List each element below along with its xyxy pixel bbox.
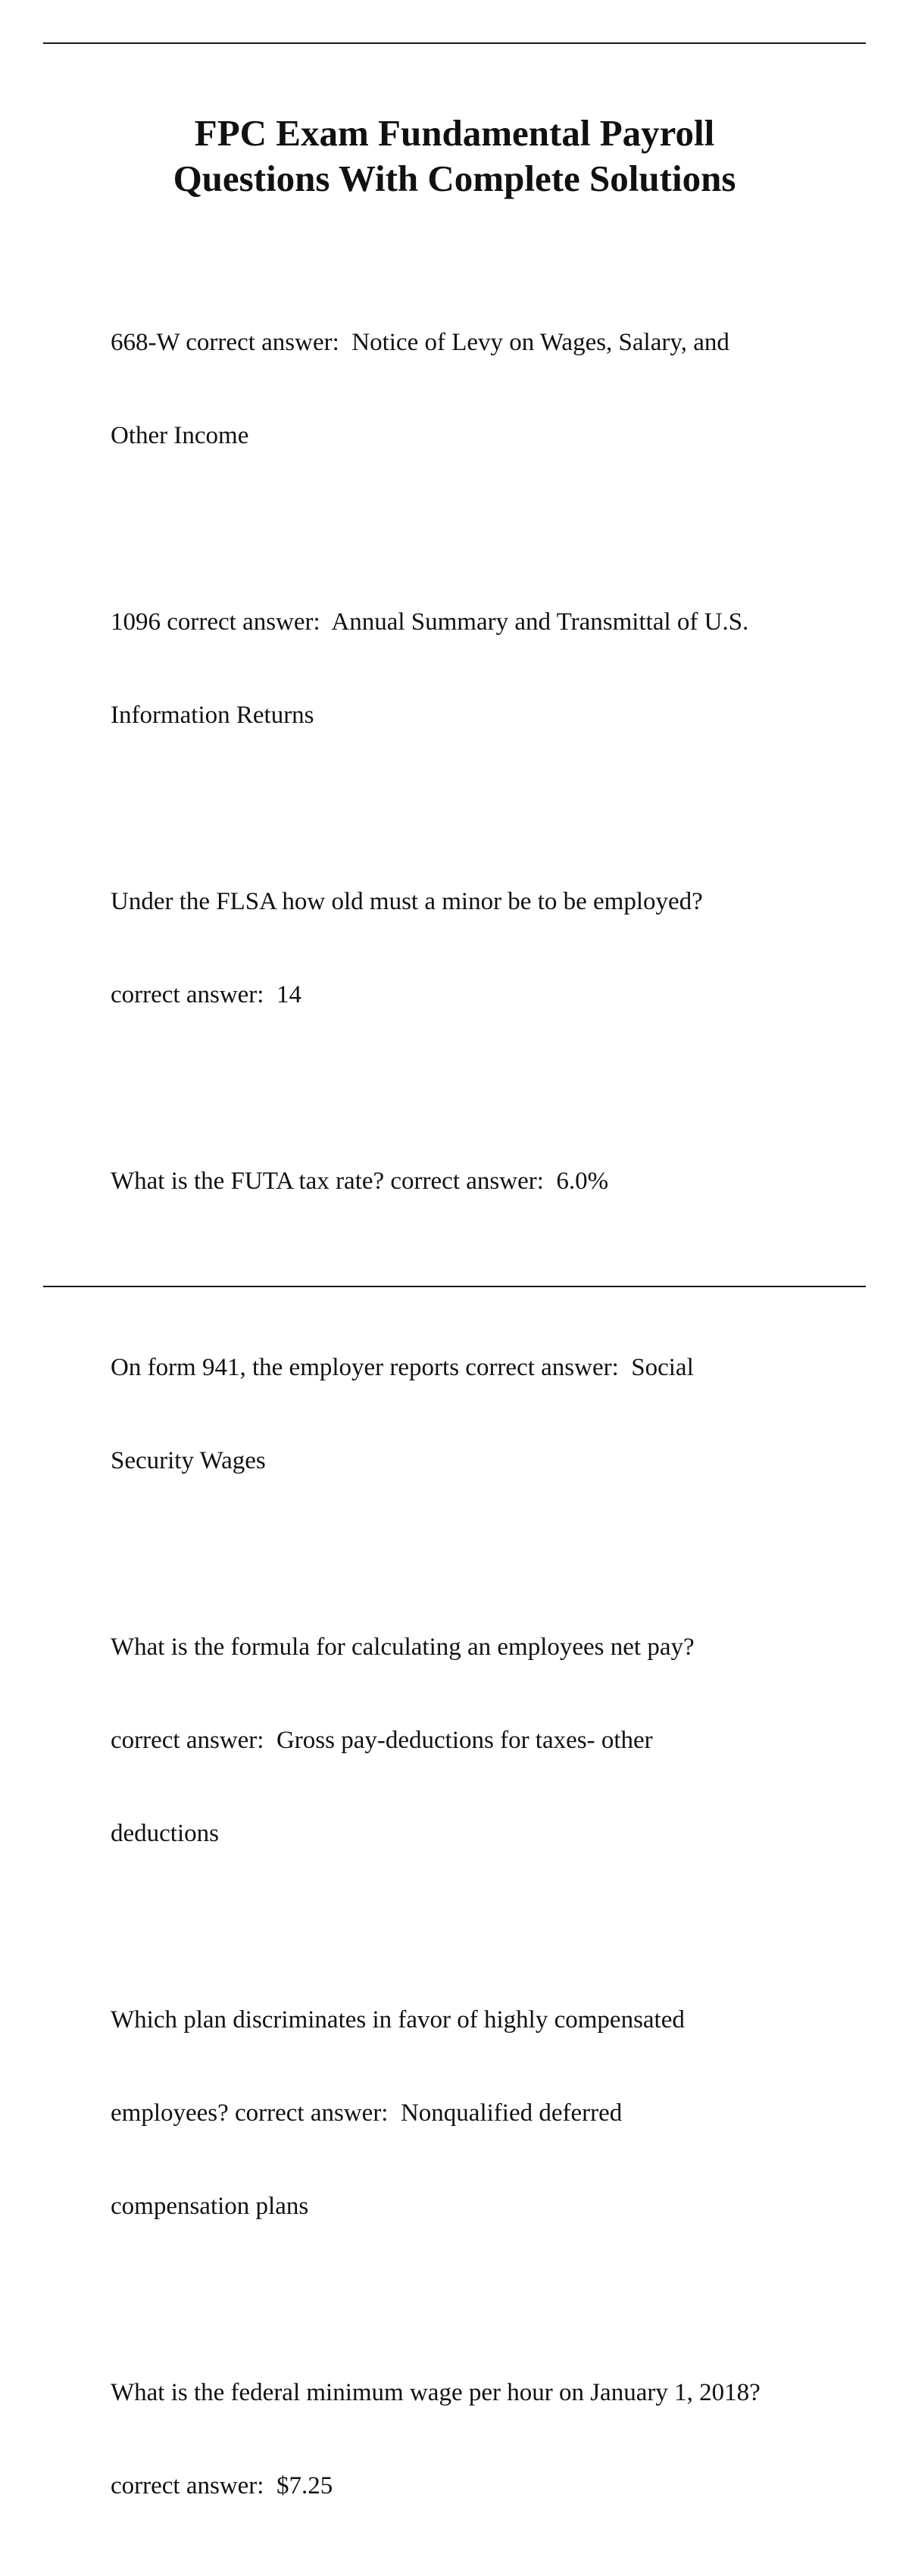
qa-item bbox=[111, 545, 838, 793]
qa-line: deductions bbox=[111, 1820, 219, 1847]
qa-line: Security Wages bbox=[111, 1447, 266, 1474]
qa-list bbox=[111, 265, 838, 2576]
qa-line: Which plan discriminates in favor of highly compensated bbox=[111, 2006, 685, 2034]
qa-line: On form 941, the employer reports correct answer: Social bbox=[111, 1354, 694, 1381]
qa-line: Under the FLSA how old must a minor be to be employed? bbox=[111, 888, 703, 915]
qa-line: What is the FUTA tax rate? correct answer: 6.0% bbox=[111, 1168, 609, 1195]
qa-line: correct answer: 14 bbox=[111, 981, 301, 1008]
qa-item bbox=[111, 1570, 838, 1912]
qa-line: 1096 correct answer: Annual Summary and Transmittal of U.S. bbox=[111, 608, 749, 636]
qa-item bbox=[111, 2315, 838, 2564]
qa-line: Other Income bbox=[111, 422, 249, 449]
qa-item bbox=[111, 1290, 838, 1539]
qa-line: compensation plans bbox=[111, 2193, 309, 2220]
qa-item bbox=[111, 824, 838, 1073]
title-line-2: Questions With Complete Solutions bbox=[173, 158, 736, 199]
qa-line: Information Returns bbox=[111, 702, 314, 729]
top-rule bbox=[43, 42, 866, 44]
qa-item bbox=[111, 1104, 838, 1259]
qa-item bbox=[111, 265, 838, 514]
qa-line: What is the federal minimum wage per hour on January 1, 2018? bbox=[111, 2379, 761, 2406]
qa-line: 668-W correct answer: Notice of Levy on Wages, Salary, and bbox=[111, 329, 729, 356]
qa-line: employees? correct answer: Nonqualified deferred bbox=[111, 2099, 623, 2127]
bottom-rule bbox=[43, 1286, 866, 1287]
qa-item bbox=[111, 1943, 838, 2284]
qa-line: What is the formula for calculating an employees net pay? bbox=[111, 1633, 695, 1661]
qa-line: correct answer: $7.25 bbox=[111, 2472, 333, 2499]
document-title bbox=[0, 111, 909, 202]
qa-line: correct answer: Gross pay-deductions for taxes- other bbox=[111, 1727, 653, 1754]
title-line-1: FPC Exam Fundamental Payroll bbox=[194, 112, 715, 154]
